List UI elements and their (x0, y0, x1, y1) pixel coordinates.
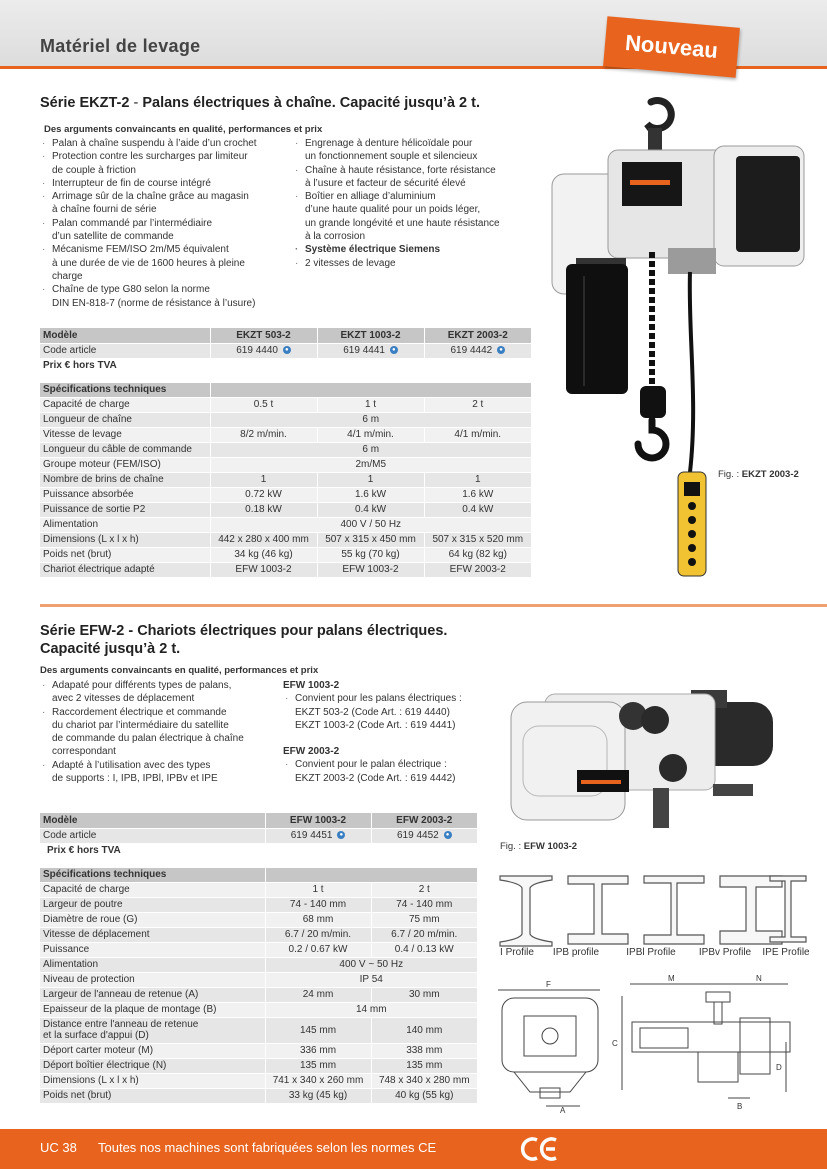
list-item: · Raccordement électrique et commande du chariot par l’intermédiaire du satellite de commande du palan électrique à chaîne correspondant (40, 706, 280, 759)
list-item: · Palan commandé par l’intermédiaire d’un satellite de commande (40, 217, 300, 244)
table-row (40, 813, 477, 828)
beam-profiles-diagram (494, 874, 810, 948)
efw-title-line1: Série EFW-2 - Chariots électriques pour palans électriques. (40, 623, 448, 639)
efw-1003-compat (283, 679, 503, 732)
spec-label: Longueur du câble de commande (40, 442, 210, 457)
spec-value: 64 kg (82 kg) (424, 547, 531, 562)
table-row (40, 1058, 477, 1073)
page-title: Matériel de levage (40, 36, 201, 56)
table-row (40, 843, 477, 858)
efw-1003-title: EFW 1003-2 (283, 680, 340, 691)
spec-label: Puissance absorbée (40, 487, 210, 502)
i-profile-icon (500, 876, 552, 946)
spec-label: Niveau de protection (40, 972, 265, 987)
dim-label-f: F (546, 980, 551, 989)
efw-figure-caption (500, 841, 577, 852)
spec-label: Poids net (brut) (40, 547, 210, 562)
table-row (40, 547, 531, 562)
spec-value: 400 V / 50 Hz (210, 517, 531, 532)
spec-label: Alimentation (40, 517, 210, 532)
spec-value: 40 kg (55 kg) (371, 1088, 477, 1103)
table-row (40, 972, 477, 987)
article-code: 619 4452 ● (371, 828, 477, 843)
list-item: · Chaîne de type G80 selon la norme DIN EN-818-7 (norme de résistance à l’usure) (40, 283, 300, 310)
spec-value: 6 m (210, 442, 531, 457)
dim-label-a: A (560, 1106, 566, 1114)
spec-value: EFW 1003-2 (210, 562, 317, 577)
spec-value: 1 (210, 472, 317, 487)
dim-label-b: B (737, 1102, 743, 1111)
list-item: · Palan à chaîne suspendu à l’aide d’un crochet (40, 137, 300, 150)
table-row (40, 442, 531, 457)
table-row (40, 867, 477, 882)
ekzt-bullets-left (40, 137, 300, 310)
code-dot-icon: ● (337, 831, 345, 839)
spec-value: 741 x 340 x 260 mm (265, 1073, 371, 1088)
table-row (40, 1073, 477, 1088)
model-name: EFW 1003-2 (265, 813, 371, 828)
table-row (40, 942, 477, 957)
spec-value: 2 t (424, 397, 531, 412)
spec-value: 1 t (317, 397, 424, 412)
ekzt-spec-table (40, 328, 531, 578)
chain-hoist-image (548, 96, 810, 586)
spec-label: Dimensions (L x l x h) (40, 1073, 265, 1088)
list-item: · Adapaté pour différents types de palans, avec 2 vitesses de déplacement (40, 679, 280, 706)
spec-value: 338 mm (371, 1043, 477, 1058)
table-row (40, 328, 531, 343)
dim-label-n: N (756, 974, 762, 983)
list-item: · Convient pour les palans électriques : EKZT 503-2 (Code Art. : 619 4440) EKZT 1003-2 (Code Art. : 619 4441) (283, 692, 503, 732)
list-item: · Protection contre les surcharges par limiteur de couple à friction (40, 150, 300, 177)
ekzt-title-sep: - (129, 95, 143, 111)
list-item: · Chaîne à haute résistance, forte résistance à l’usure et facteur de sécurité élevé (293, 164, 533, 191)
spec-value: 1.6 kW (424, 487, 531, 502)
efw-2003-compat (283, 745, 503, 785)
model-label: Modèle (40, 813, 265, 828)
table-row (40, 927, 477, 942)
spec-label: Largeur de l'anneau de retenue (A) (40, 987, 265, 1002)
new-badge: Nouveau (603, 16, 740, 77)
spec-label: Déport boîtier électrique (N) (40, 1058, 265, 1073)
spec-value: 507 x 315 x 520 mm (424, 532, 531, 547)
table-row (40, 1043, 477, 1058)
spec-label: Vitesse de levage (40, 427, 210, 442)
spec-label: Longueur de chaîne (40, 412, 210, 427)
spec-value: 0.72 kW (210, 487, 317, 502)
spec-label: Diamètre de roue (G) (40, 912, 265, 927)
spec-label: Chariot électrique adapté (40, 562, 210, 577)
model-label: Modèle (40, 328, 210, 343)
code-dot-icon: ● (444, 831, 452, 839)
section-divider (40, 604, 827, 607)
table-row (40, 502, 531, 517)
table-row (40, 828, 477, 843)
dimension-drawing-front (494, 976, 620, 1114)
spec-value: 34 kg (46 kg) (210, 547, 317, 562)
table-row (40, 882, 477, 897)
profile-label: IPE Profile (762, 947, 810, 958)
ekzt-title-rest: Palans électriques à chaîne. Capacité jusqu’à 2 t. (142, 95, 481, 111)
spec-value: EFW 1003-2 (317, 562, 424, 577)
spec-value: 507 x 315 x 450 mm (317, 532, 424, 547)
table-row (40, 397, 531, 412)
table-row (40, 472, 531, 487)
code-label: Code article (40, 343, 210, 358)
spec-value: 336 mm (265, 1043, 371, 1058)
spec-label: Dimensions (L x l x h) (40, 532, 210, 547)
table-row (40, 562, 531, 577)
table-row (40, 957, 477, 972)
table-row (40, 987, 477, 1002)
dim-label-d: D (776, 1063, 782, 1072)
efw-2003-title: EFW 2003-2 (283, 746, 340, 757)
spec-value: 140 mm (371, 1017, 477, 1043)
figure-model: EFW 1003-2 (523, 841, 578, 852)
spec-value: 8/2 m/min. (210, 427, 317, 442)
spec-label: Nombre de brins de chaîne (40, 472, 210, 487)
figure-model: EKZT 2003-2 (741, 469, 799, 480)
table-row (40, 457, 531, 472)
spec-value: 0.5 t (210, 397, 317, 412)
spec-value: 0.18 kW (210, 502, 317, 517)
model-name: EKZT 1003-2 (317, 328, 424, 343)
table-row (40, 358, 531, 373)
article-code: 619 4451 ● (265, 828, 371, 843)
spec-label: Puissance (40, 942, 265, 957)
profile-label: IPBv Profile (698, 947, 752, 958)
spec-label: Puissance de sortie P2 (40, 502, 210, 517)
efw-arg-heading: Des arguments convaincants en qualité, performances et prix (40, 665, 319, 676)
spec-value: 1.6 kW (317, 487, 424, 502)
dim-label-m: M (668, 974, 675, 983)
spec-value: 135 mm (371, 1058, 477, 1073)
code-dot-icon: ● (390, 346, 398, 354)
spec-value: 14 mm (265, 1002, 477, 1017)
spec-value: 0.2 / 0.67 kW (265, 942, 371, 957)
figure-label: Fig. : (500, 841, 524, 852)
profile-label: IPBl Profile (626, 947, 676, 958)
spec-value: 748 x 340 x 280 mm (371, 1073, 477, 1088)
ipbv-profile-icon (720, 876, 782, 944)
spec-value: 68 mm (265, 912, 371, 927)
page-number: UC 38 (40, 1140, 77, 1155)
spec-value: 74 - 140 mm (265, 897, 371, 912)
spec-value: 135 mm (265, 1058, 371, 1073)
table-row (40, 532, 531, 547)
spec-label: Largeur de poutre (40, 897, 265, 912)
dimension-drawing-side (610, 972, 810, 1114)
table-row (40, 382, 531, 397)
efw-title-line2: Capacité jusqu’à 2 t. (40, 641, 181, 657)
spec-value: IP 54 (265, 972, 477, 987)
ekzt-title (40, 94, 480, 112)
spec-label: Distance entre l'anneau de retenue et la surface d'appui (D) (40, 1017, 265, 1043)
profile-label: I Profile (500, 947, 534, 958)
footer-text: Toutes nos machines sont fabriquées selon les normes CE (98, 1140, 437, 1155)
table-row (40, 517, 531, 532)
spec-value: 4/1 m/min. (317, 427, 424, 442)
model-name: EKZT 503-2 (210, 328, 317, 343)
specs-heading: Spécifications techniques (40, 867, 265, 882)
ce-mark-icon (520, 1135, 560, 1163)
ekzt-figure-caption (718, 469, 799, 480)
list-item: · 2 vitesses de levage (293, 257, 533, 270)
spec-value: 1 (424, 472, 531, 487)
list-item: · Mécanisme FEM/ISO 2m/M5 équivalent à une durée de vie de 1600 heures à pleine charge (40, 243, 300, 283)
table-row (40, 897, 477, 912)
list-item: · Interrupteur de fin de course intégré (40, 177, 300, 190)
price-label: Prix € hors TVA (40, 358, 210, 373)
dim-label-c: C (612, 1039, 618, 1048)
spec-value: 0.4 kW (317, 502, 424, 517)
spec-value: 74 - 140 mm (371, 897, 477, 912)
table-row (40, 1017, 477, 1043)
list-item: · Arrimage sûr de la chaîne grâce au magasin à chaîne fourni de série (40, 190, 300, 217)
model-name: EKZT 2003-2 (424, 328, 531, 343)
spec-value: 2 t (371, 882, 477, 897)
ekzt-title-series: Série EKZT-2 (40, 95, 130, 111)
page-footer (0, 1129, 827, 1169)
ipb-profile-icon (568, 876, 628, 944)
spec-value: 0.4 kW (424, 502, 531, 517)
table-row (40, 412, 531, 427)
efw-spec-table (40, 813, 477, 1104)
price-label: Prix € hors TVA (40, 843, 265, 858)
profile-label: IPB profile (552, 947, 600, 958)
specs-heading: Spécifications techniques (40, 382, 210, 397)
spec-value: 30 mm (371, 987, 477, 1002)
table-row (40, 1002, 477, 1017)
article-code: 619 4441 ● (317, 343, 424, 358)
efw-title (40, 622, 447, 658)
spec-value: 6.7 / 20 m/min. (371, 927, 477, 942)
article-code: 619 4442 ● (424, 343, 531, 358)
spec-label: Vitesse de déplacement (40, 927, 265, 942)
spec-value: 75 mm (371, 912, 477, 927)
spec-value: 55 kg (70 kg) (317, 547, 424, 562)
spec-value: 0.4 / 0.13 kW (371, 942, 477, 957)
list-item: · Adapté à l’utilisation avec des types de supports : I, IPB, IPBl, IPBv et IPE (40, 759, 280, 786)
table-row (40, 912, 477, 927)
spec-value: 4/1 m/min. (424, 427, 531, 442)
spec-value: 33 kg (45 kg) (265, 1088, 371, 1103)
spec-value: EFW 2003-2 (424, 562, 531, 577)
spec-value: 145 mm (265, 1017, 371, 1043)
spec-value: 6.7 / 20 m/min. (265, 927, 371, 942)
table-row (40, 487, 531, 502)
spec-label: Poids net (brut) (40, 1088, 265, 1103)
ipbl-profile-icon (644, 876, 704, 944)
table-row (40, 1088, 477, 1103)
spec-label: Alimentation (40, 957, 265, 972)
efw-bullets-left (40, 679, 280, 785)
ekzt-arg-heading: Des arguments convaincants en qualité, performances et prix (44, 124, 323, 135)
spec-value: 6 m (210, 412, 531, 427)
article-code: 619 4440 ● (210, 343, 317, 358)
spec-value: 1 t (265, 882, 371, 897)
model-name: EFW 2003-2 (371, 813, 477, 828)
spec-label: Déport carter moteur (M) (40, 1043, 265, 1058)
spec-value: 442 x 280 x 400 mm (210, 532, 317, 547)
spec-label: Capacité de charge (40, 882, 265, 897)
table-row (40, 343, 531, 358)
code-label: Code article (40, 828, 265, 843)
table-row (40, 427, 531, 442)
spec-value: 24 mm (265, 987, 371, 1002)
spec-value: 400 V ~ 50 Hz (265, 957, 477, 972)
spec-value: 2m/M5 (210, 457, 531, 472)
code-dot-icon: ● (497, 346, 505, 354)
spec-label: Capacité de charge (40, 397, 210, 412)
list-item: · Engrenage à denture hélicoïdale pour un fonctionnement souple et silencieux (293, 137, 533, 164)
spec-label: Groupe moteur (FEM/ISO) (40, 457, 210, 472)
figure-label: Fig. : (718, 469, 742, 480)
spec-label: Epaisseur de la plaque de montage (B) (40, 1002, 265, 1017)
list-item: · Convient pour le palan électrique : EKZT 2003-2 (Code Art. : 619 4442) (283, 758, 503, 785)
list-item: · Système électrique Siemens (293, 243, 533, 256)
trolley-image (505, 676, 805, 836)
code-dot-icon: ● (283, 346, 291, 354)
list-item: · Boîtier en alliage d’aluminium d’une haute qualité pour un poids léger, un grande longévité et une haute résistance à la corrosion (293, 190, 533, 243)
spec-value: 1 (317, 472, 424, 487)
ekzt-bullets-right (293, 137, 533, 270)
